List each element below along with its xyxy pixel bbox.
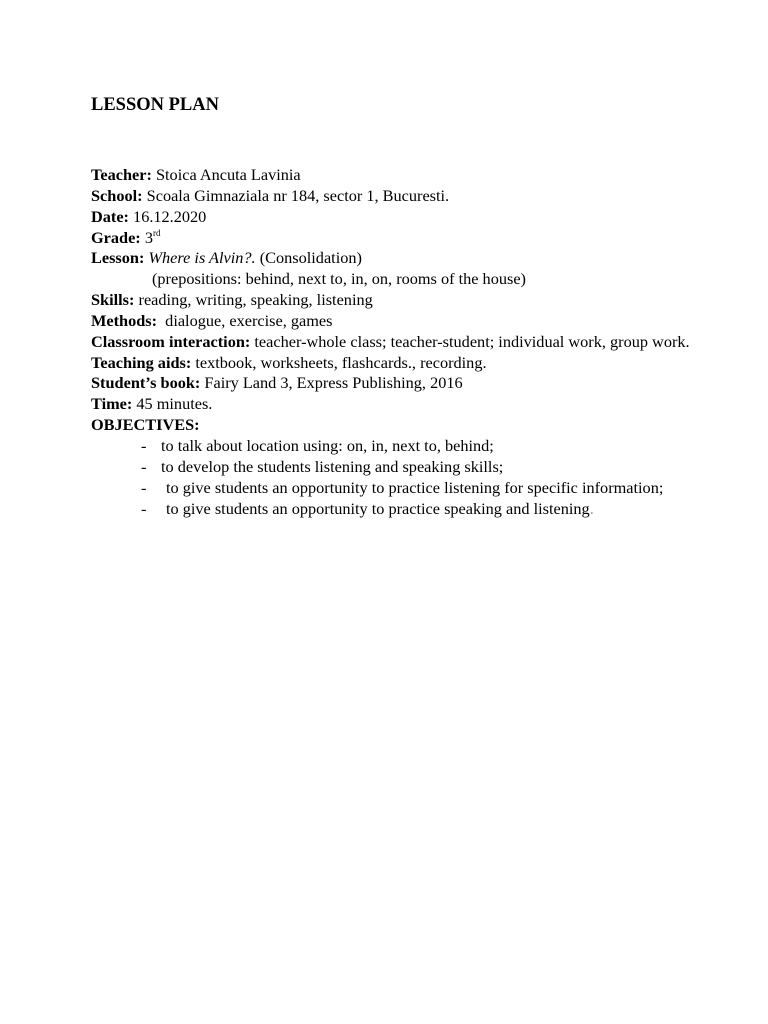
lesson-row <box>91 248 691 269</box>
time-label: Time: <box>91 394 133 414</box>
objectives-heading: OBJECTIVES: <box>91 415 200 435</box>
objective-text: to talk about location using: on, in, next to, behind; <box>161 435 494 455</box>
objective-text: to develop the students listening and speaking skills; <box>161 456 504 476</box>
bullet-dash: - <box>141 477 147 497</box>
date-row <box>91 207 691 228</box>
aids-label: Teaching aids: <box>91 352 192 372</box>
teacher-label: Teacher: <box>91 165 152 184</box>
bullet-dash: - <box>141 435 147 455</box>
book-label: Student’s book: <box>91 373 201 393</box>
methods-row <box>91 311 691 332</box>
interaction-value: teacher-whole class; teacher-student; individual work, group work. <box>254 331 690 351</box>
time-row <box>91 394 691 415</box>
date-label: Date: <box>91 206 129 226</box>
time-value: 45 minutes. <box>136 394 213 414</box>
list-item <box>91 457 691 478</box>
list-item <box>91 478 691 499</box>
lesson-type: (Consolidation) <box>259 248 362 268</box>
objective-text: to give students an opportunity to practice speaking and listening <box>166 498 590 518</box>
school-row <box>91 186 691 207</box>
date-value: 16.12.2020 <box>133 206 207 226</box>
objectives-list <box>91 436 691 519</box>
interaction-label: Classroom interaction: <box>91 331 251 351</box>
methods-label: Methods: <box>91 310 158 330</box>
grade-suffix: rd <box>152 227 161 238</box>
grade-label: Grade: <box>91 227 141 247</box>
lesson-label: Lesson: <box>91 248 145 268</box>
interaction-row <box>91 332 691 353</box>
book-value: Fairy Land 3, Express Publishing, 2016 <box>204 373 463 393</box>
book-row <box>91 373 691 394</box>
lesson-details: (prepositions: behind, next to, in, on, rooms of the house) <box>152 269 526 289</box>
bullet-dash: - <box>141 456 147 476</box>
teacher-value: Stoica Ancuta Lavinia <box>155 165 301 184</box>
lesson-title: Where is Alvin?. <box>148 248 256 268</box>
objective-text: to give students an opportunity to practice listening for specific information; <box>166 477 664 497</box>
lesson-details <box>91 165 691 519</box>
teacher-row <box>91 165 691 186</box>
school-label: School: <box>91 185 143 205</box>
bullet-dash: - <box>141 498 147 518</box>
lesson-details-row <box>91 269 691 290</box>
page-title: LESSON PLAN <box>91 95 219 115</box>
grade-row <box>91 228 691 249</box>
methods-value: dialogue, exercise, games <box>165 310 333 330</box>
aids-row <box>91 353 691 374</box>
grade-value: 3 <box>144 227 153 247</box>
skills-row <box>91 290 691 311</box>
skills-value: reading, writing, speaking, listening <box>138 290 373 310</box>
school-value: Scoala Gimnaziala nr 184, sector 1, Bucuresti. <box>146 185 450 205</box>
list-item <box>91 436 691 457</box>
objective-end-mark: . <box>589 498 594 518</box>
skills-label: Skills: <box>91 290 135 310</box>
list-item <box>91 499 691 520</box>
aids-value: textbook, worksheets, flashcards., recording. <box>195 352 487 372</box>
